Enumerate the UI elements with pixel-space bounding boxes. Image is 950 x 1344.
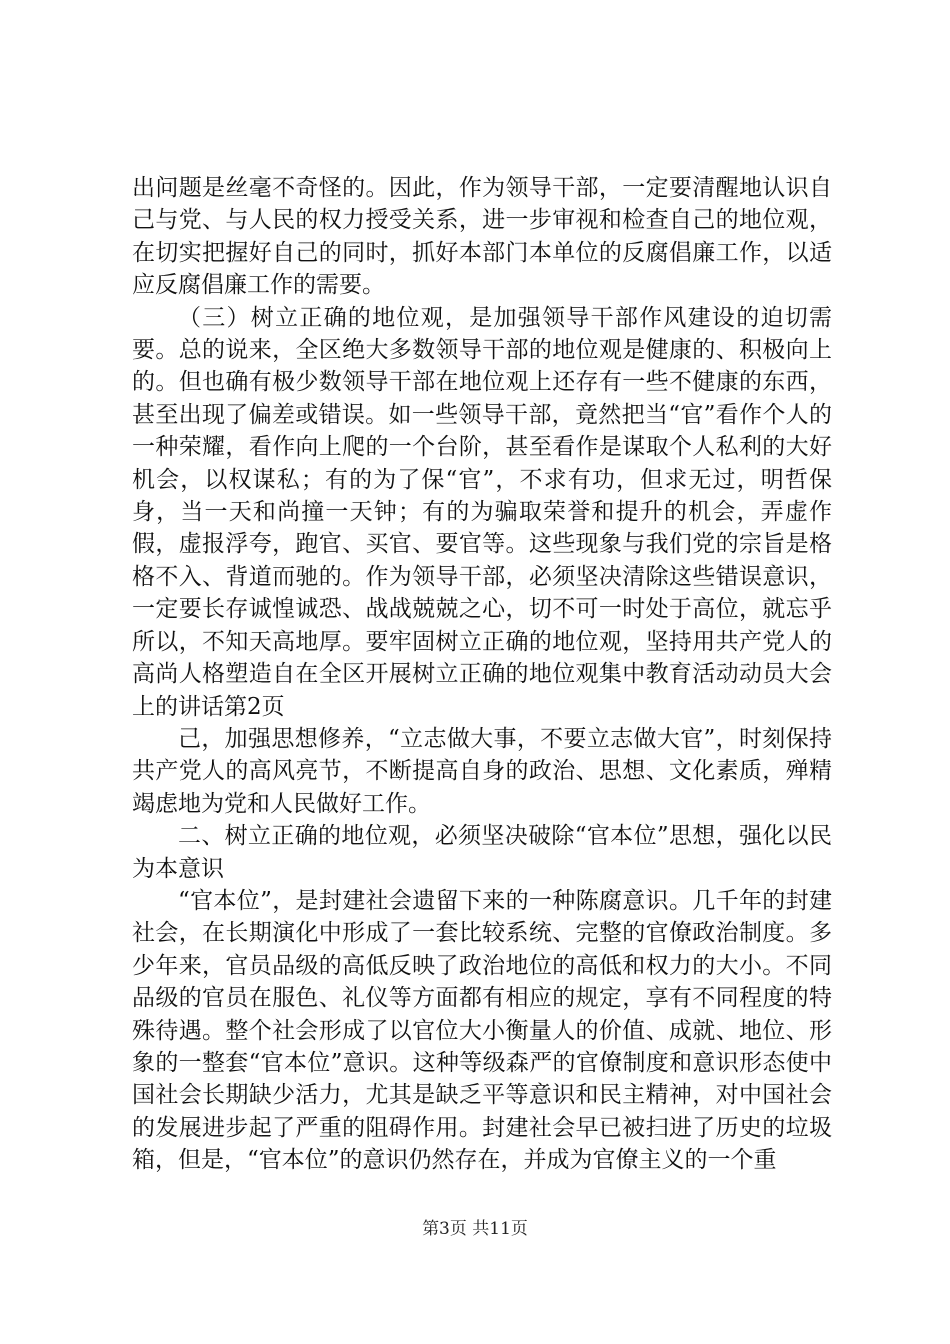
paragraph-3: 己，加强思想修养，“立志做大事，不要立志做大官”，时刻保持共产党人的高风亮节，不断提高自身的政治、思想、文化素质，殚精竭虑地为党和人民做好工作。 — [132, 725, 832, 817]
paragraph-1: 出问题是丝毫不奇怪的。因此，作为领导干部，一定要清醒地认识自己与党、与人民的权力授受关系，进一步审视和检查自己的地位观，在切实把握好自己的同时，抓好本部门本单位的反腐倡廉工作，以适应反腐倡廉工作的需要。 — [132, 175, 832, 299]
document-body — [132, 172, 832, 1177]
paragraph-4: “官本位”，是封建社会遗留下来的一种陈腐意识。几千年的封建社会，在长期演化中形成了一套比较系统、完整的官僚政治制度。多少年来，官员品级的高低反映了政治地位的高低和权力的大小。不同品级的官员在服色、礼仪等方面都有相应的规定，享有不同程度的特殊待遇。整个社会形成了以官位大小衡量人的价值、成就、地位、形象的一整套“官本位”意识。这种等级森严的官僚制度和意识形态使中国社会长期缺少活力，尤其是缺乏平等意识和民主精神，对中国社会的发展进步起了严重的阻碍作用。封建社会早已被扫进了历史的垃圾箱，但是，“官本位”的意识仍然存在，并成为官僚主义的一个重 — [132, 887, 832, 1174]
paragraph-2: （三）树立正确的地位观，是加强领导干部作风建设的迫切需要。总的说来，全区绝大多数领导干部的地位观是健康的、积极向上的。但也确有极少数领导干部在地位观上还存有一些不健康的东西，甚至出现了偏差或错误。如一些领导干部，竟然把当“官”看作个人的一种荣耀，看作向上爬的一个台阶，甚至看作是谋取个人私利的大好机会，以权谋私；有的为了保“官”，不求有功，但求无过，明哲保身，当一天和尚撞一天钟；有的为骗取荣誉和提升的机会，弄虚作假，虚报浮夸，跑官、买官、要官等。这些现象与我们党的宗旨是格格不入、背道而驰的。作为领导干部，必须坚决清除这些错误意识，一定要长存诚惶诚恐、战战兢兢之心，切不可一时处于高位，就忘乎所以，不知天高地厚。要牢固树立正确的地位观，坚持用共产党人的高尚人格塑造自在全区开展树立正确的地位观集中教育活动动员大会上的讲话第2页 — [132, 304, 832, 720]
page-footer: 第3页 共11页 — [422, 1219, 528, 1239]
section-heading: 二、树立正确的地位观，必须坚决破除“官本位”思想，强化以民为本意识 — [132, 823, 832, 882]
